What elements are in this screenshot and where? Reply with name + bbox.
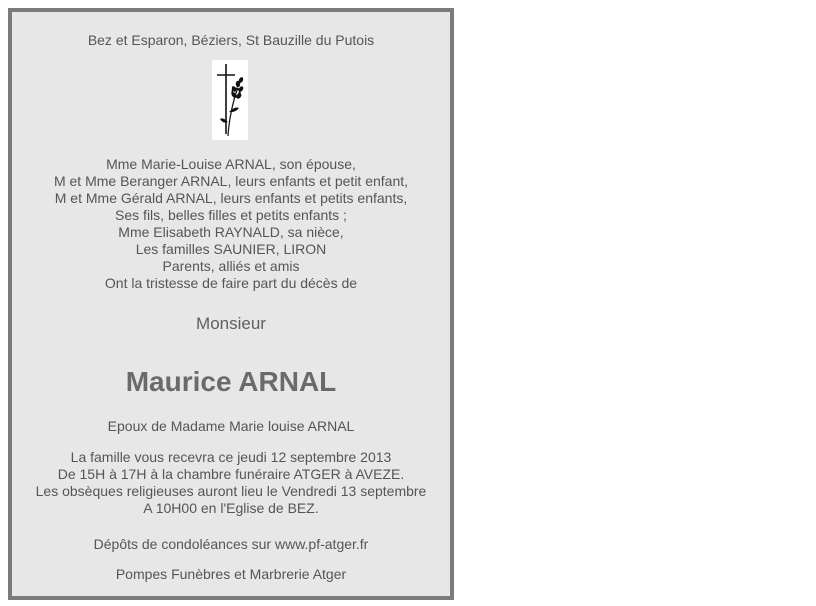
places-line: Bez et Esparon, Béziers, St Bauzille du Putois: [87, 32, 375, 48]
family-line: M et Mme Beranger ARNAL, leurs enfants et petit enfant,: [53, 173, 409, 189]
family-line: Ses fils, belles filles et petits enfants ;: [115, 207, 347, 223]
family-line: Mme Marie-Louise ARNAL, son épouse,: [106, 156, 356, 172]
details-line: De 15H à 17H à la chambre funéraire ATGER à AVEZE.: [57, 466, 405, 482]
family-line: Parents, alliés et amis: [162, 258, 300, 274]
details-line: La famille vous recevra ce jeudi 12 septembre 2013: [70, 449, 392, 465]
deceased-name: Maurice ARNAL: [125, 366, 337, 397]
spouse-line: Epoux de Madame Marie louise ARNAL: [107, 418, 355, 434]
cross-with-wheat-icon-svg: [212, 60, 248, 140]
obituary-notice: [8, 8, 454, 600]
service-details: [12, 449, 450, 517]
family-line: Les familles SAUNIER, LIRON: [135, 241, 327, 257]
family-line: Ont la tristesse de faire part du décès de: [104, 275, 358, 291]
details-line: A 10H00 en l'Eglise de BEZ.: [143, 500, 319, 516]
condolences-line: Dépôts de condoléances sur www.pf-atger.fr: [93, 536, 369, 552]
family-line: Mme Elisabeth RAYNALD, sa nièce,: [118, 224, 344, 240]
deceased-title: Monsieur: [196, 314, 266, 333]
funeral-company: Pompes Funèbres et Marbrerie Atger: [115, 566, 347, 582]
cross-with-wheat-icon: [212, 60, 248, 140]
details-line: Les obsèques religieuses auront lieu le Vendredi 13 septembre: [35, 483, 427, 499]
family-line: M et Mme Gérald ARNAL, leurs enfants et petits enfants,: [54, 190, 408, 206]
family-list: [12, 156, 450, 292]
